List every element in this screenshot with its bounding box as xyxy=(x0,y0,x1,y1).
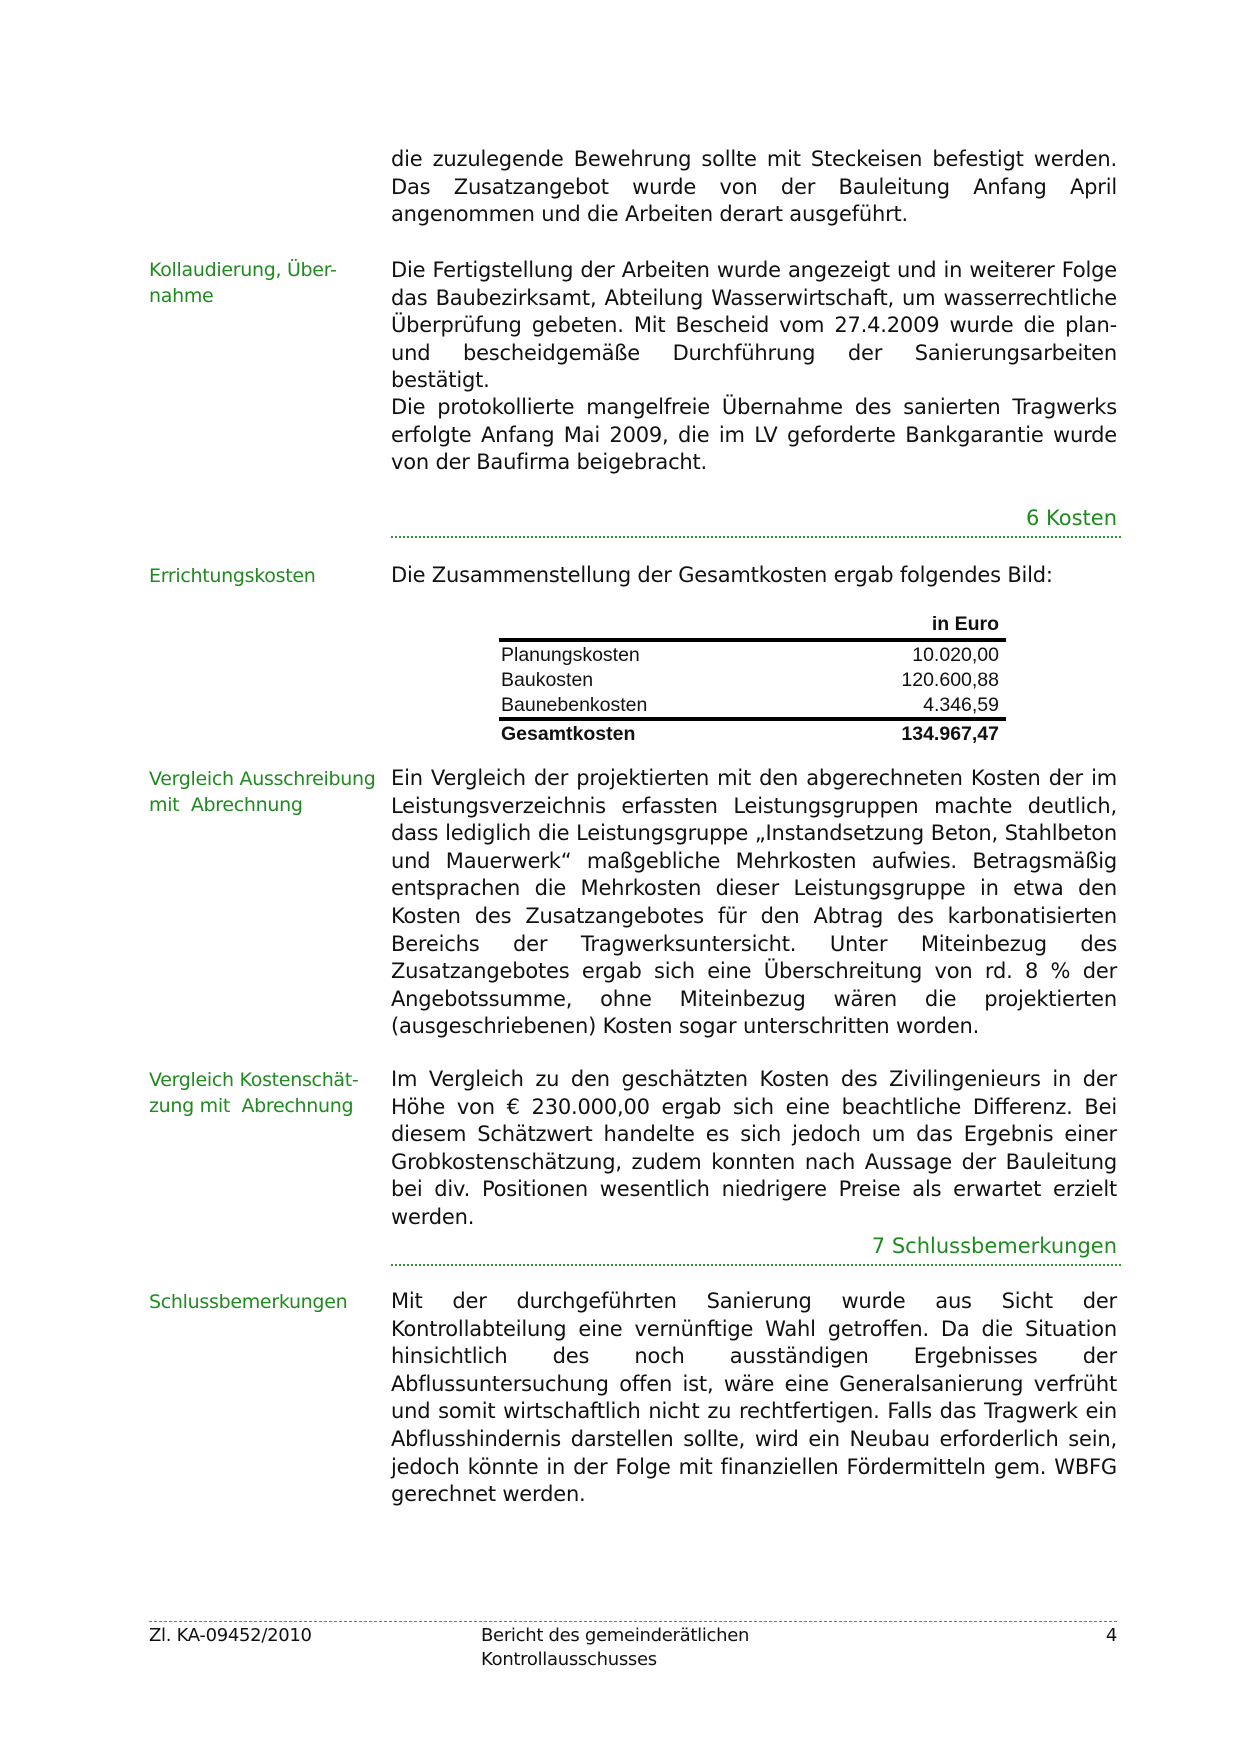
side-label-line: Vergleich Ausschreibung xyxy=(149,768,376,790)
section-heading-kosten: 6 Kosten xyxy=(1025,506,1117,530)
schlussbemerkungen-paragraph: Mit der durchgeführten Sanierung wurde aus Sicht der Kontrollabteilung eine vernünftige Wahl getroffen. Da die Situation hinsichtlich des noch ausständigen Ergebnisses der Abflussuntersuchung offen ist, wäre eine Generalsanierung verfrüht und somit wirtschaftlich nicht zu rechtfertigen. Falls das Tragwerk ein Abflusshindernis darstellen sollte, wird ein Neubau erforderlich sein, jedoch könnte in der Folge mit finanziellen Fördermitteln gem. WBFG gerechnet werden. xyxy=(391,1289,1117,1507)
cost-table xyxy=(499,612,1006,746)
footer-title: Bericht des gemeinderätlichen Kontrollausschusses xyxy=(481,1625,750,1670)
side-label-line: Kollaudierung, Über- xyxy=(149,259,337,281)
section-divider xyxy=(391,536,1121,538)
total-value: 134.967,47 xyxy=(794,719,1006,746)
cost-label: Planungskosten xyxy=(501,644,640,666)
section-heading-schlussbemerkungen: 7 Schlussbemerkungen xyxy=(871,1234,1117,1258)
vergleich-kostenschaetzung-paragraph: Im Vergleich zu den geschätzten Kosten des Zivilingenieurs in der Höhe von € 230.000,00 ergab sich eine beachtliche Differenz. Bei diesem Schätzwert handelte es sich jedoch um das Ergebnis einer Grobkostenschätzung, zudem konnten nach Aussage der Bauleitung bei div. Positionen wesentlich niedrigere Preise als erwartet erzielt werden. xyxy=(391,1067,1117,1229)
cost-value: 120.600,88 xyxy=(901,669,999,691)
cost-table-header-row xyxy=(499,612,1006,640)
table-row xyxy=(499,640,1006,667)
side-label-kollaudierung xyxy=(149,257,379,309)
side-label-line: nahme xyxy=(149,285,214,307)
side-label-errichtungskosten: Errichtungskosten xyxy=(149,565,316,587)
footer-divider xyxy=(149,1621,1117,1622)
cost-label: Baunebenkosten xyxy=(501,694,648,716)
cost-label: Baukosten xyxy=(501,669,594,691)
side-label-schlussbemerkungen: Schlussbemerkungen xyxy=(149,1291,348,1313)
table-total-row xyxy=(499,719,1006,746)
side-label-vergleich-kostenschaetzung xyxy=(149,1067,379,1119)
total-label: Gesamtkosten xyxy=(499,719,794,746)
footer-page-number: 4 xyxy=(1105,1625,1117,1646)
cost-table-header-currency: in Euro xyxy=(794,612,1006,640)
side-label-vergleich-ausschreibung xyxy=(149,766,379,818)
table-row xyxy=(499,692,1006,719)
section-divider xyxy=(391,1264,1121,1266)
cost-value: 10.020,00 xyxy=(912,644,999,666)
side-label-line: mit Abrechnung xyxy=(149,794,303,816)
kollaudierung-paragraph-1: Die Fertigstellung der Arbeiten wurde angezeigt und in weiterer Folge das Baubezirksamt, Abteilung Wasserwirtschaft, um wasserrechtliche Überprüfung gebeten. Mit Bescheid vom 27.4.2009 wurde die plan- und bescheidgemäße Durchführung der Sanierungsarbeiten bestätigt. xyxy=(391,258,1117,393)
errichtungskosten-paragraph: Die Zusammenstellung der Gesamtkosten ergab folgendes Bild: xyxy=(391,563,1053,587)
table-row xyxy=(499,667,1006,692)
cost-value: 4.346,59 xyxy=(923,694,999,716)
cost-table-header-empty xyxy=(499,612,794,640)
footer-reference: Zl. KA-09452/2010 xyxy=(149,1625,312,1646)
side-label-line: Vergleich Kostenschät- xyxy=(149,1069,359,1091)
kollaudierung-paragraph-2: Die protokollierte mangelfreie Übernahme des sanierten Tragwerks erfolgte Anfang Mai 2009, die im LV geforderte Bankgarantie wurde von der Baufirma beigebracht. xyxy=(391,395,1117,475)
vergleich-ausschreibung-paragraph: Ein Vergleich der projektierten mit den abgerechneten Kosten der im Leistungsverzeichnis erfassten Leistungsgruppen machte deutlich, dass lediglich die Leistungsgruppe „Instandsetzung Beton, Stahlbeton und Mauerwerk“ maßgebliche Mehrkosten aufwies. Betragsmäßig entsprachen die Mehrkosten dieser Leistungsgruppe in etwa den Kosten des Zusatzangebotes für den Abtrag des karbonatisierten Bereichs der Tragwerksuntersicht. Unter Miteinbezug des Zusatzangebotes ergab sich eine Überschreitung von rd. 8 % der Angebotssumme, ohne Miteinbezug wären die projektierten (ausgeschriebenen) Kosten sogar unterschritten worden. xyxy=(391,766,1117,1039)
side-label-line: zung mit Abrechnung xyxy=(149,1095,354,1117)
intro-paragraph: die zuzulegende Bewehrung sollte mit Steckeisen befestigt werden. Das Zusatzangebot wurde von der Bauleitung Anfang April angenommen und die Arbeiten derart ausgeführt. xyxy=(391,147,1117,227)
